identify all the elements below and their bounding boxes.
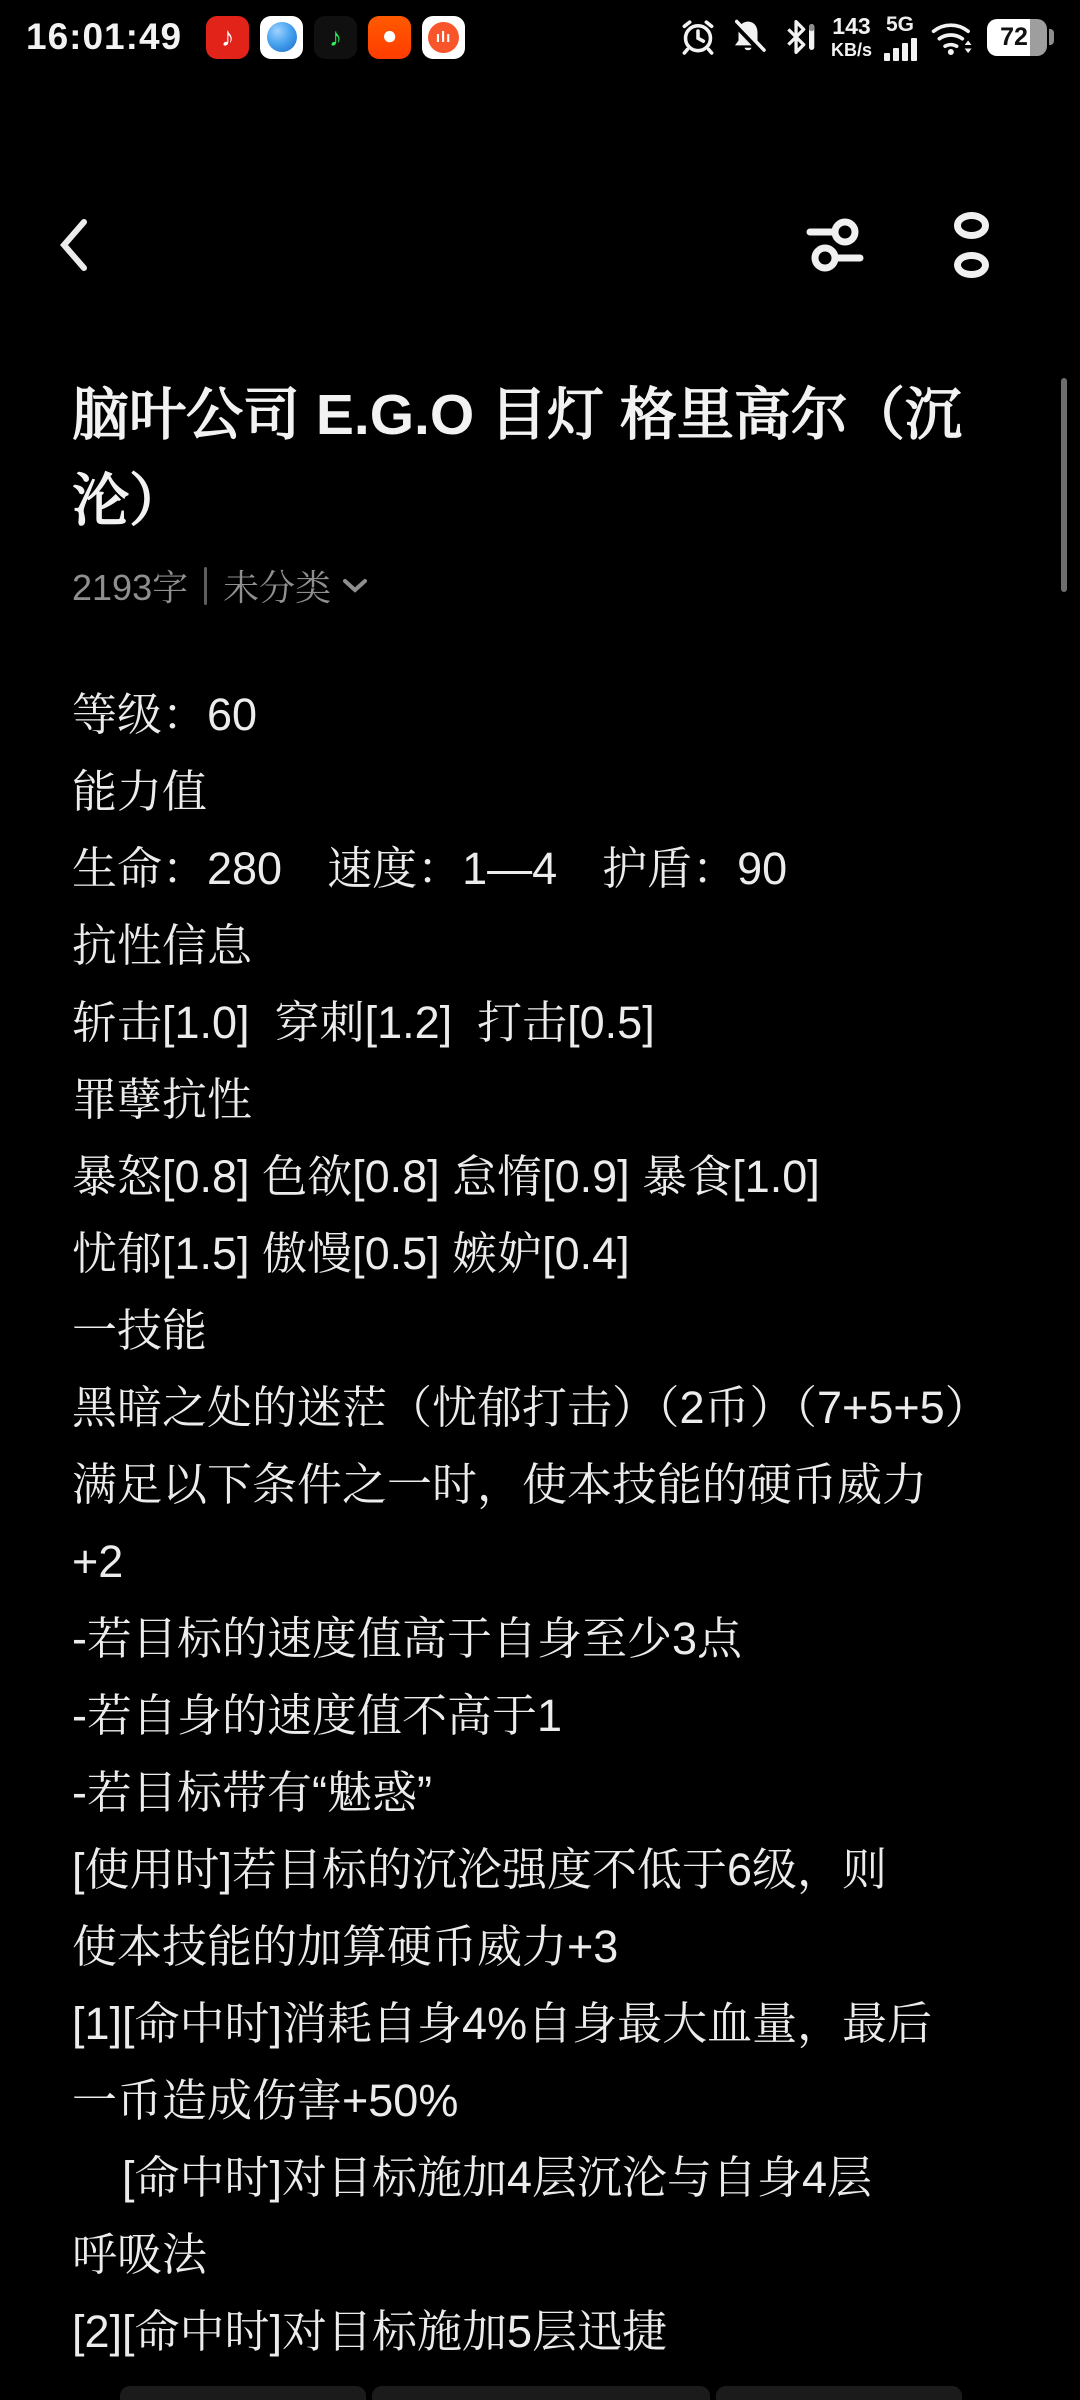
status-bar [0, 10, 1080, 64]
kuaishou-icon: ⏺ [368, 16, 411, 59]
bottom-bar-stub-button[interactable] [120, 2386, 366, 2400]
network-speed-value: 143 [832, 13, 871, 39]
more-options-button[interactable] [944, 212, 998, 278]
body-text-line: 能力值 [72, 766, 208, 817]
more-dot-icon [954, 212, 989, 239]
body-text-line: 等级：60 [72, 689, 258, 740]
category-label: 未分类 [223, 567, 332, 608]
word-count: 2193字 [72, 567, 189, 608]
music-note-app-icon: ♪ [314, 16, 357, 59]
body-text-line: [1][命中时]消耗自身4%自身最大血量，最后 [72, 1998, 933, 2049]
notification-app-icons [206, 16, 465, 59]
bluetooth-icon [779, 17, 819, 57]
body-text-line: [2][命中时]对目标施加5层迅捷 [72, 2306, 668, 2357]
note-meta [72, 560, 369, 611]
status-bar-right [679, 14, 1054, 61]
scrollbar-thumb[interactable] [1061, 378, 1067, 592]
network-speed [831, 15, 872, 59]
note-body [72, 676, 1052, 2370]
bottom-bar-stub-button[interactable] [716, 2386, 962, 2400]
category-selector[interactable] [223, 560, 369, 611]
signal-bars-icon [884, 38, 917, 61]
nav-bar [0, 200, 1080, 290]
network-type-label: 5G [886, 12, 915, 36]
clock-time: 16:01:49 [26, 16, 183, 57]
note-title: 脑叶公司 E.G.O 目灯 格里高尔（沉沦） [72, 383, 962, 533]
battery-icon [987, 19, 1054, 56]
netease-music-icon: ♪ [206, 16, 249, 59]
quark-browser-icon [260, 16, 303, 59]
body-text-line: 抗性信息 [72, 920, 253, 971]
ximalaya-icon: ılı [422, 16, 465, 59]
body-text-line: 暴怒[0.8] 色欲[0.8] 怠惰[0.9] 暴食[1.0] [72, 1151, 820, 1202]
battery-percent: 72 [1000, 22, 1028, 51]
body-text-line: 忧郁[1.5] 傲慢[0.5] 嫉妒[0.4] [72, 1228, 630, 1279]
body-text-line: 斩击[1.0] 穿刺[1.2] 打击[0.5] [72, 997, 655, 1048]
body-text-line: -若目标带有“魅惑” [72, 1767, 432, 1818]
network-speed-unit: KB/s [830, 40, 872, 60]
body-text-line: -若自身的速度值不高于1 [72, 1690, 563, 1741]
mute-bell-icon [729, 18, 767, 56]
body-text-line: 一币造成伤害+50% [72, 2075, 459, 2126]
meta-divider [204, 567, 207, 605]
body-text-line: 使本技能的加算硬币威力+3 [72, 1921, 619, 1972]
body-text-line: 满足以下条件之一时，使本技能的硬币威力 [72, 1459, 928, 1510]
bottom-bar-stub-button[interactable] [372, 2386, 710, 2400]
body-text-line: 生命：280 速度：1—4 护盾：90 [72, 843, 788, 894]
body-text-line: [使用时]若目标的沉沦强度不低于6级，则 [72, 1844, 888, 1895]
alarm-icon [679, 18, 717, 56]
more-dot-icon [954, 252, 989, 279]
body-text-line: 罪孽抗性 [72, 1074, 253, 1125]
back-button[interactable] [52, 216, 96, 274]
body-text-line: -若目标的速度值高于自身至少3点 [72, 1613, 743, 1664]
cellular-signal [884, 14, 917, 61]
wifi-icon [929, 17, 975, 57]
body-text-line: 黑暗之处的迷茫（忧郁打击）（2币）（7+5+5） [72, 1382, 990, 1433]
body-text-line: +2 [72, 1536, 124, 1587]
body-text-line: [命中时]对目标施加4层沉沦与自身4层 [72, 2152, 873, 2203]
body-text-line: 呼吸法 [72, 2229, 208, 2280]
filter-tune-button[interactable] [804, 214, 866, 276]
body-text-line: 一技能 [72, 1305, 208, 1356]
